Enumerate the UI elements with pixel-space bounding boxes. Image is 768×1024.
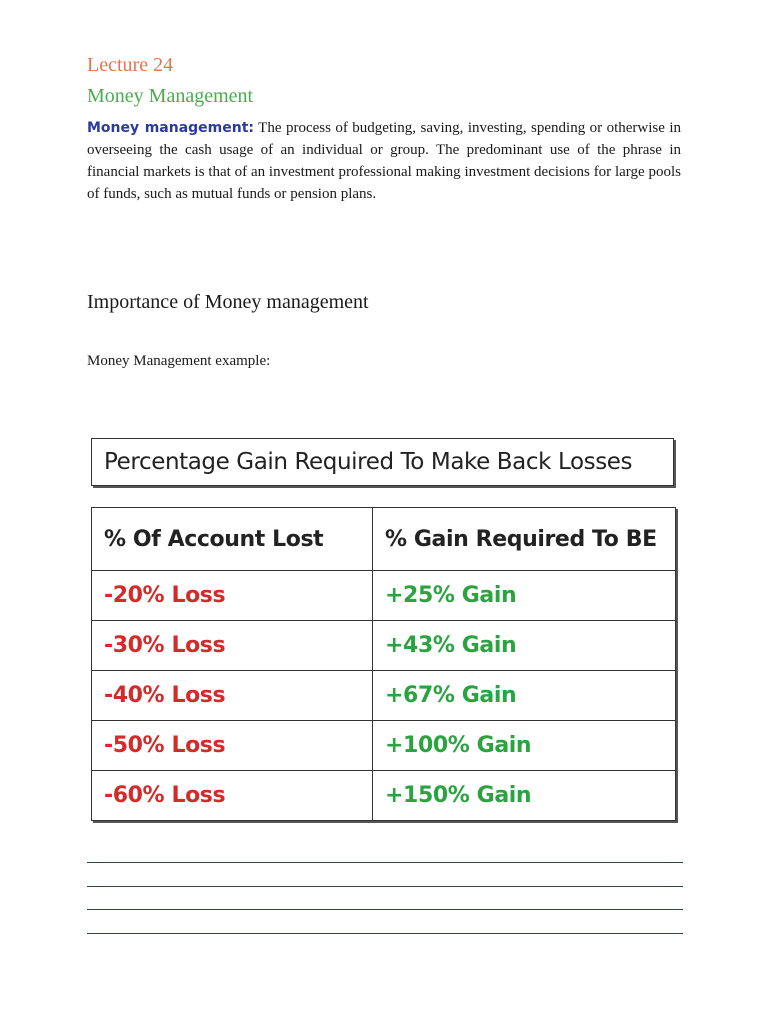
table-row (92, 721, 676, 771)
loss-gain-table (91, 507, 676, 821)
writing-line (87, 886, 683, 887)
loss-cell: -20% Loss (92, 571, 373, 621)
table-header-row (92, 508, 676, 571)
loss-cell: -50% Loss (92, 721, 373, 771)
header-account-lost: % Of Account Lost (92, 508, 373, 571)
definition-term: Money management: (87, 120, 255, 136)
definition-text: The process of budgeting, saving, investing, spending or otherwise in overseeing the cash usage of an individual or group. The predominant use of the phrase in financial markets is that of an investment professional making investment decisions for large pools of funds, such as mutual funds or pension plans. (87, 120, 681, 202)
definition-paragraph (87, 117, 681, 205)
writing-line (87, 862, 683, 863)
gain-cell: +25% Gain (373, 571, 676, 621)
gain-cell: +100% Gain (373, 721, 676, 771)
loss-cell: -60% Loss (92, 771, 373, 821)
table-row (92, 671, 676, 721)
gain-cell: +43% Gain (373, 621, 676, 671)
gain-cell: +150% Gain (373, 771, 676, 821)
header-gain-required: % Gain Required To BE (373, 508, 676, 571)
example-label: Money Management example: (87, 353, 271, 369)
gain-cell: +67% Gain (373, 671, 676, 721)
loss-cell: -40% Loss (92, 671, 373, 721)
section-title: Money Management (87, 85, 254, 107)
loss-cell: -30% Loss (92, 621, 373, 671)
writing-line (87, 909, 683, 910)
table-row (92, 771, 676, 821)
writing-line (87, 933, 683, 934)
table-title: Percentage Gain Required To Make Back Losses (91, 438, 674, 486)
table-row (92, 621, 676, 671)
importance-heading: Importance of Money management (87, 291, 369, 313)
table-row (92, 571, 676, 621)
lecture-label: Lecture 24 (87, 54, 174, 76)
